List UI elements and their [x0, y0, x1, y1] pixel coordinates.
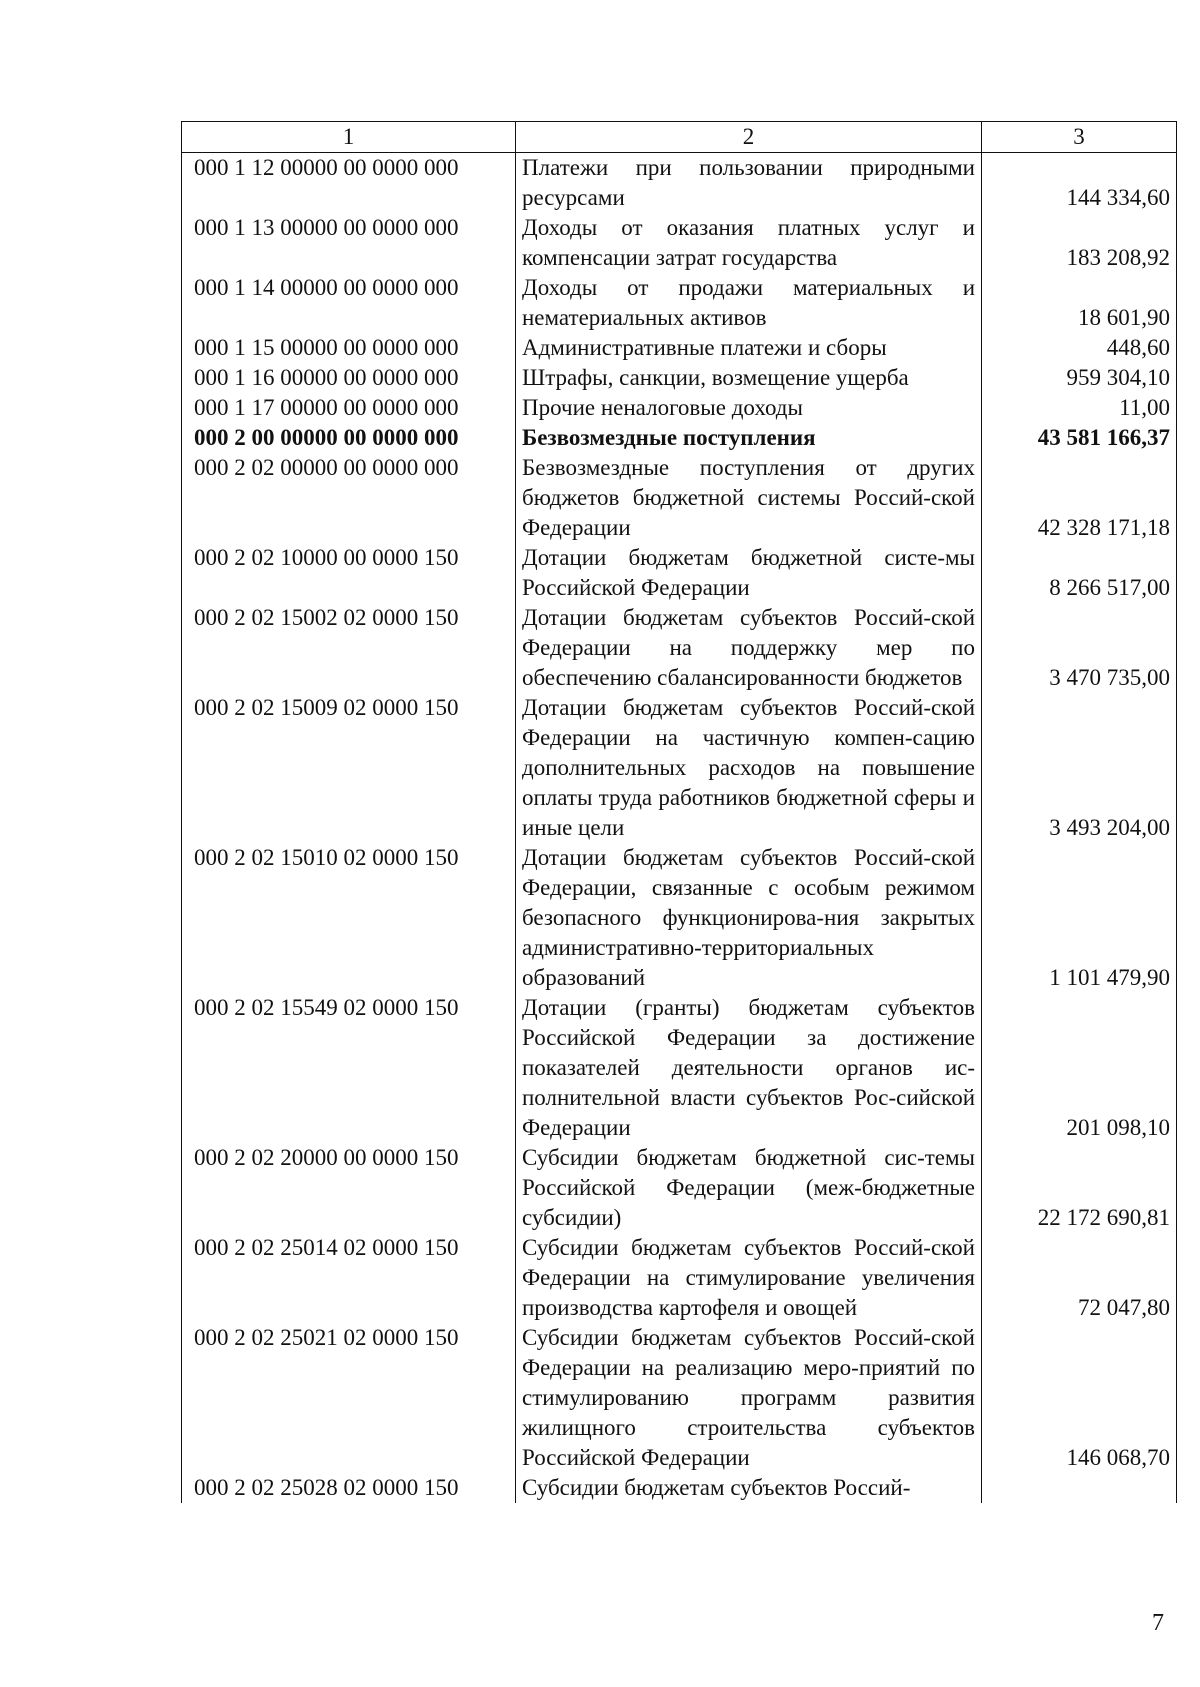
budget-code-cell: 000 1 15 00000 00 0000 000 — [182, 333, 516, 363]
budget-code-cell: 000 2 02 15010 02 0000 150 — [182, 843, 516, 993]
amount-cell: 959 304,10 — [982, 363, 1177, 393]
amount-cell: 18 601,90 — [982, 273, 1177, 333]
column-header-3: 3 — [982, 122, 1177, 153]
column-header-1: 1 — [182, 122, 516, 153]
revenue-name-cell: Доходы от продажи материальных и нематериальных активов — [516, 273, 982, 333]
table-row — [182, 213, 1177, 273]
budget-code-cell: 000 1 13 00000 00 0000 000 — [182, 213, 516, 273]
table-row — [182, 333, 1177, 363]
table-header-row — [182, 122, 1177, 153]
amount-cell: 448,60 — [982, 333, 1177, 363]
table-row — [182, 153, 1177, 214]
amount-cell: 3 470 735,00 — [982, 603, 1177, 693]
budget-code-cell: 000 1 12 00000 00 0000 000 — [182, 153, 516, 214]
revenue-name-cell: Субсидии бюджетам бюджетной сис-темы Российской Федерации (меж-бюджетные субсидии) — [516, 1143, 982, 1233]
budget-code-cell: 000 2 02 00000 00 0000 000 — [182, 453, 516, 543]
table-row — [182, 453, 1177, 543]
amount-cell: 72 047,80 — [982, 1233, 1177, 1323]
amount-cell: 183 208,92 — [982, 213, 1177, 273]
budget-code-cell: 000 1 16 00000 00 0000 000 — [182, 363, 516, 393]
revenue-name-cell: Дотации бюджетам субъектов Россий-ской Федерации на частичную компен-сацию дополнительных расходов на повышение оплаты труда работников бюджетной сферы и иные цели — [516, 693, 982, 843]
amount-cell: 22 172 690,81 — [982, 1143, 1177, 1233]
table-row — [182, 1233, 1177, 1323]
amount-cell: 11,00 — [982, 393, 1177, 423]
amount-cell: 42 328 171,18 — [982, 453, 1177, 543]
budget-code-cell: 000 1 14 00000 00 0000 000 — [182, 273, 516, 333]
revenue-name-cell: Безвозмездные поступления от других бюджетов бюджетной системы Россий-ской Федерации — [516, 453, 982, 543]
budget-code-cell: 000 2 02 15549 02 0000 150 — [182, 993, 516, 1143]
budget-code-cell: 000 1 17 00000 00 0000 000 — [182, 393, 516, 423]
revenue-name-cell: Субсидии бюджетам субъектов Россий- — [516, 1473, 982, 1503]
amount-cell: 8 266 517,00 — [982, 543, 1177, 603]
budget-code-cell: 000 2 02 15002 02 0000 150 — [182, 603, 516, 693]
column-header-2: 2 — [516, 122, 982, 153]
revenue-name-cell: Прочие неналоговые доходы — [516, 393, 982, 423]
table-row — [182, 1143, 1177, 1233]
revenue-name-cell: Дотации бюджетам субъектов Россий-ской Федерации на поддержку мер по обеспечению сбалансированности бюджетов — [516, 603, 982, 693]
amount-cell: 146 068,70 — [982, 1323, 1177, 1473]
budget-code-cell: 000 2 02 25014 02 0000 150 — [182, 1233, 516, 1323]
table-row — [182, 363, 1177, 393]
revenue-name-cell: Субсидии бюджетам субъектов Россий-ской Федерации на стимулирование увеличения производства картофеля и овощей — [516, 1233, 982, 1323]
table-row — [182, 273, 1177, 333]
budget-code-cell: 000 2 02 25028 02 0000 150 — [182, 1473, 516, 1503]
budget-code-cell: 000 2 02 20000 00 0000 150 — [182, 1143, 516, 1233]
table-row — [182, 993, 1177, 1143]
table-row — [182, 603, 1177, 693]
revenue-name-cell: Дотации бюджетам бюджетной систе-мы Российской Федерации — [516, 543, 982, 603]
revenue-name-cell: Административные платежи и сборы — [516, 333, 982, 363]
revenue-name-cell: Платежи при пользовании природными ресурсами — [516, 153, 982, 214]
budget-code-cell: 000 2 02 10000 00 0000 150 — [182, 543, 516, 603]
budget-revenue-table — [181, 121, 1177, 1503]
revenue-name-cell: Дотации бюджетам субъектов Россий-ской Федерации, связанные с особым режимом безопасного функционирова-ния закрытых административно-территориальных образований — [516, 843, 982, 993]
revenue-name-cell: Дотации (гранты) бюджетам субъектов Российской Федерации за достижение показателей деятельности органов ис-полнительной власти субъектов Рос-сийской Федерации — [516, 993, 982, 1143]
table-body — [182, 153, 1177, 1504]
budget-code-cell: 000 2 00 00000 00 0000 000 — [182, 423, 516, 453]
page-number: 7 — [1152, 1610, 1164, 1636]
table-row — [182, 1473, 1177, 1503]
revenue-name-cell: Штрафы, санкции, возмещение ущерба — [516, 363, 982, 393]
revenue-name-cell: Субсидии бюджетам субъектов Россий-ской Федерации на реализацию меро-приятий по стимулированию программ развития жилищного строительства субъектов Российской Федерации — [516, 1323, 982, 1473]
amount-cell — [982, 1473, 1177, 1503]
revenue-name-cell: Доходы от оказания платных услуг и компенсации затрат государства — [516, 213, 982, 273]
amount-cell: 43 581 166,37 — [982, 423, 1177, 453]
table-row — [182, 693, 1177, 843]
table-row — [182, 393, 1177, 423]
revenue-name-cell: Безвозмездные поступления — [516, 423, 982, 453]
table-row — [182, 843, 1177, 993]
budget-code-cell: 000 2 02 15009 02 0000 150 — [182, 693, 516, 843]
amount-cell: 201 098,10 — [982, 993, 1177, 1143]
table-row — [182, 423, 1177, 453]
table-row — [182, 543, 1177, 603]
amount-cell: 144 334,60 — [982, 153, 1177, 214]
budget-code-cell: 000 2 02 25021 02 0000 150 — [182, 1323, 516, 1473]
table-row — [182, 1323, 1177, 1473]
amount-cell: 3 493 204,00 — [982, 693, 1177, 843]
amount-cell: 1 101 479,90 — [982, 843, 1177, 993]
